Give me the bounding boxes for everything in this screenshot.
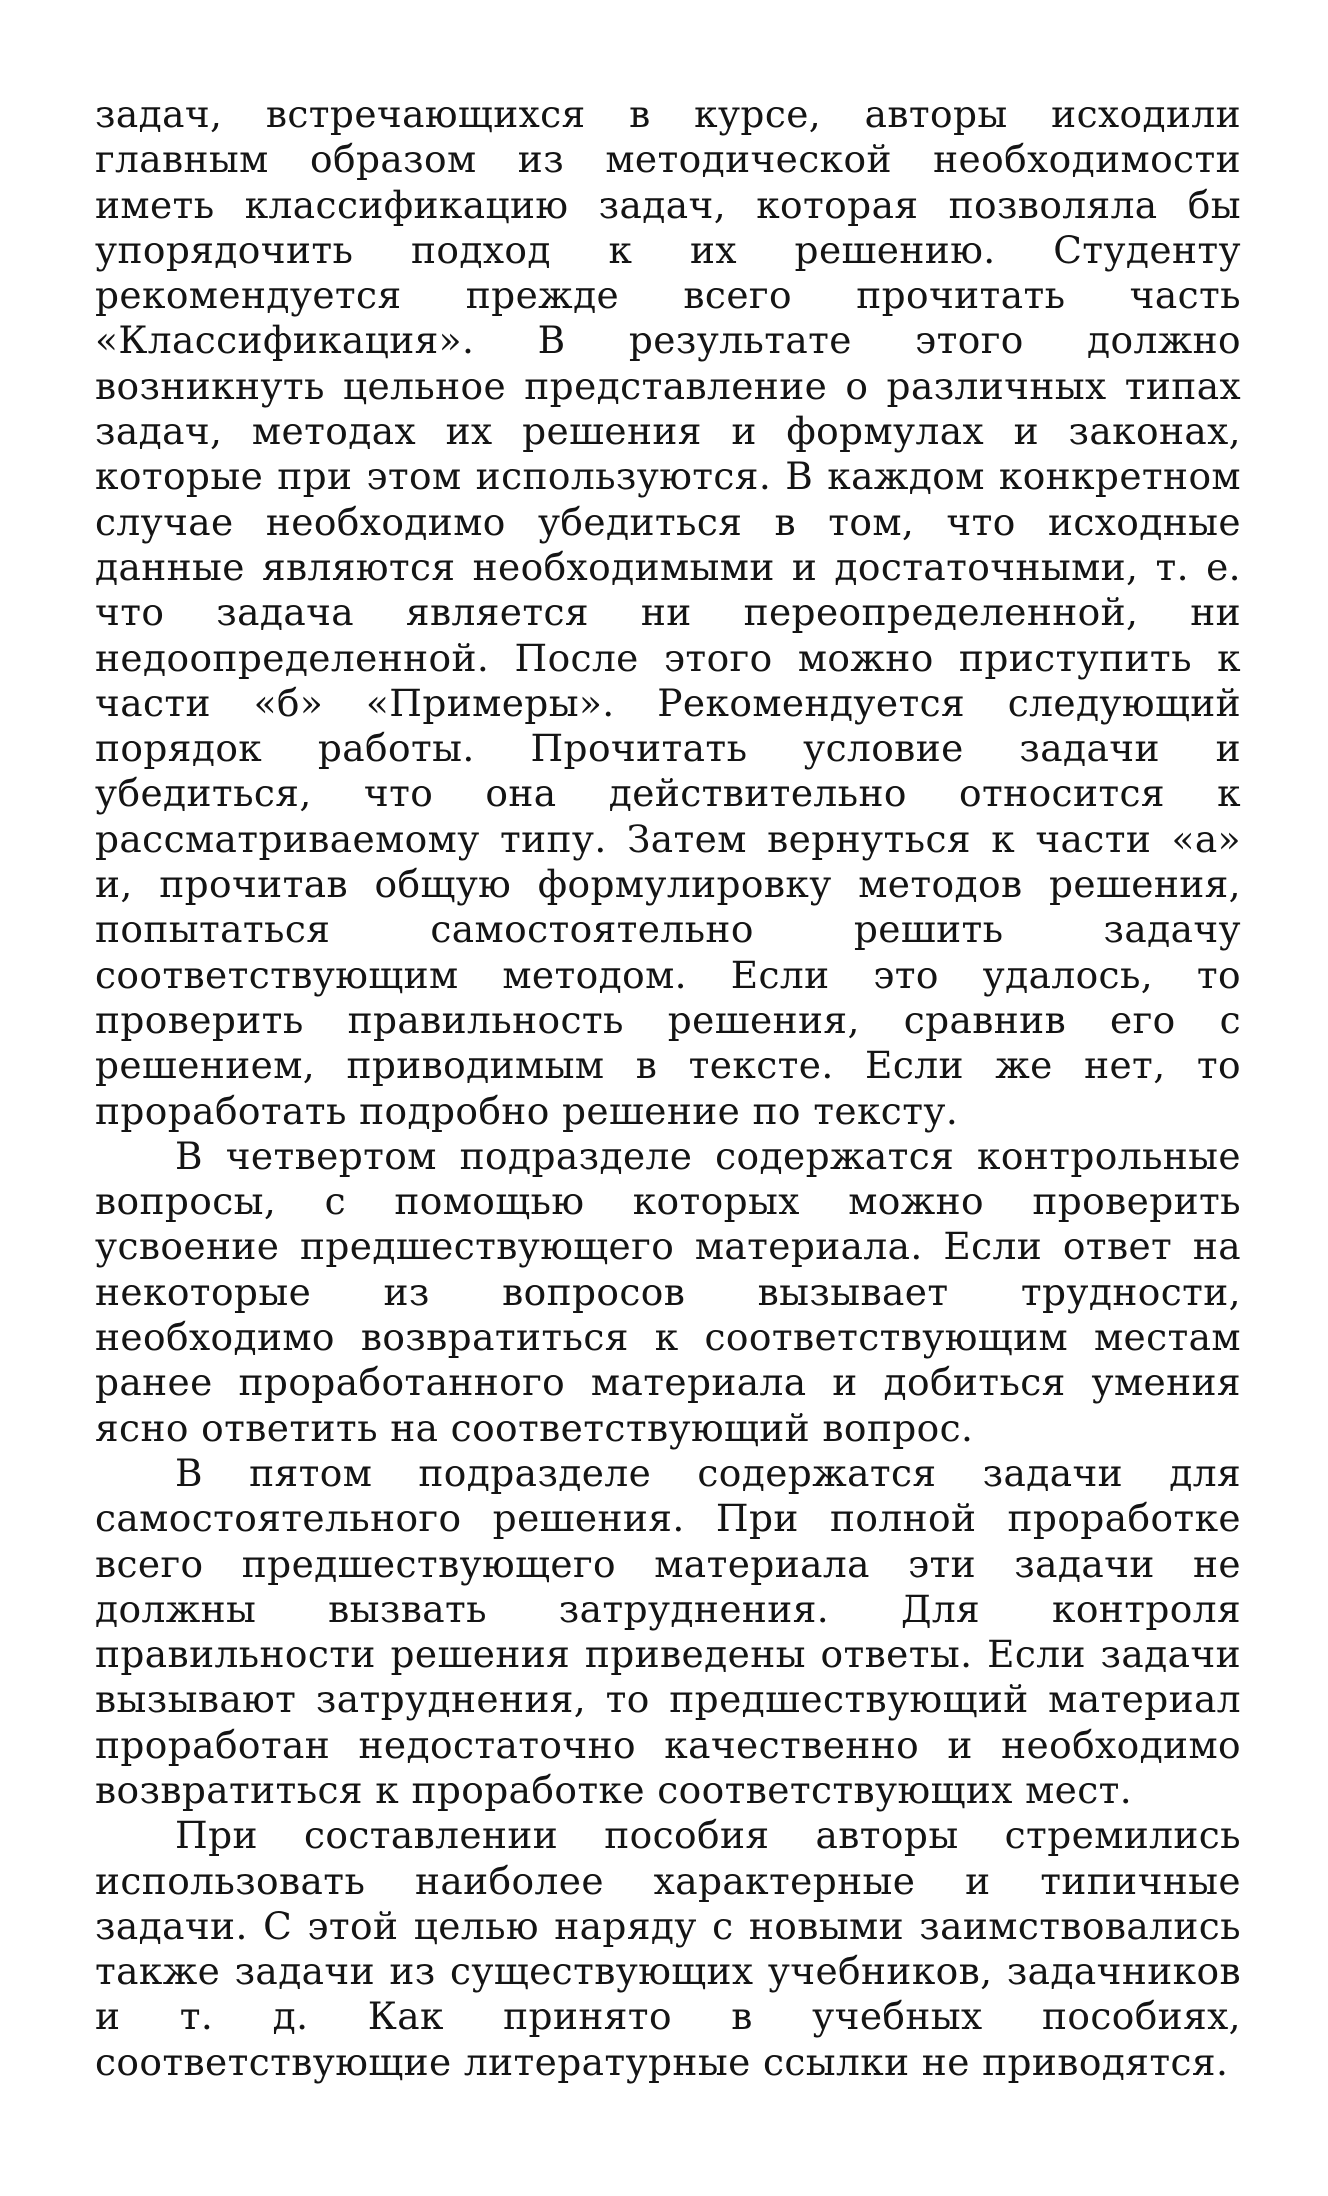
page-text (95, 92, 1241, 2085)
paragraph-continuation: задач, встречающихся в курсе, авторы исходили главным образом из методической необходимости иметь классификацию задач, которая позволяла бы упорядочить подход к их решению. Студенту рекомендуется прежде всего прочитать часть «Классификация». В результате этого должно возникнуть цельное представление о различных типах задач, методах их решения и формулах и законах, которые при этом используются. В каждом конкретном случае необходимо убедиться в том, что исходные данные являются необходимыми и достаточными, т. е. что задача является ни переопределенной, ни недоопределенной. После этого можно приступить к части «б» «Примеры». Рекомендуется следующий порядок работы. Прочитать условие задачи и убедиться, что она действительно относится к рассматриваемому типу. Затем вернуться к части «а» и, прочитав общую формулировку методов решения, попытаться самостоятельно решить задачу соответствующим методом. Если это удалось, то проверить правильность решения, сравнив его с решением, приводимым в тексте. Если же нет, то проработать подробно решение по тексту. (95, 92, 1241, 1133)
paragraph-sources-note: При составлении пособия авторы стремились использовать наиболее характерные и типичные задачи. С этой целью наряду с новыми заимствовались также задачи из существующих учебников, задачников и т. д. Как принято в учебных пособиях, соответствующие литературные ссылки не приводятся. (95, 1813, 1241, 2084)
paragraph-control-questions: В четвертом подразделе содержатся контрольные вопросы, с помощью которых можно проверить усвоение предшествующего материала. Если ответ на некоторые из вопросов вызывает трудности, необходимо возвратиться к соответствующим местам ранее проработанного материала и добиться умения ясно ответить на соответствующий вопрос. (95, 1133, 1241, 1450)
paragraph-self-study-problems: В пятом подразделе содержатся задачи для самостоятельного решения. При полной проработке всего предшествующего материала эти задачи не должны вызвать затруднения. Для контроля правильности решения приведены ответы. Если задачи вызывают затруднения, то предшествующий материал проработан недостаточно качественно и необходимо возвратиться к проработке соответствующих мест. (95, 1450, 1241, 1812)
